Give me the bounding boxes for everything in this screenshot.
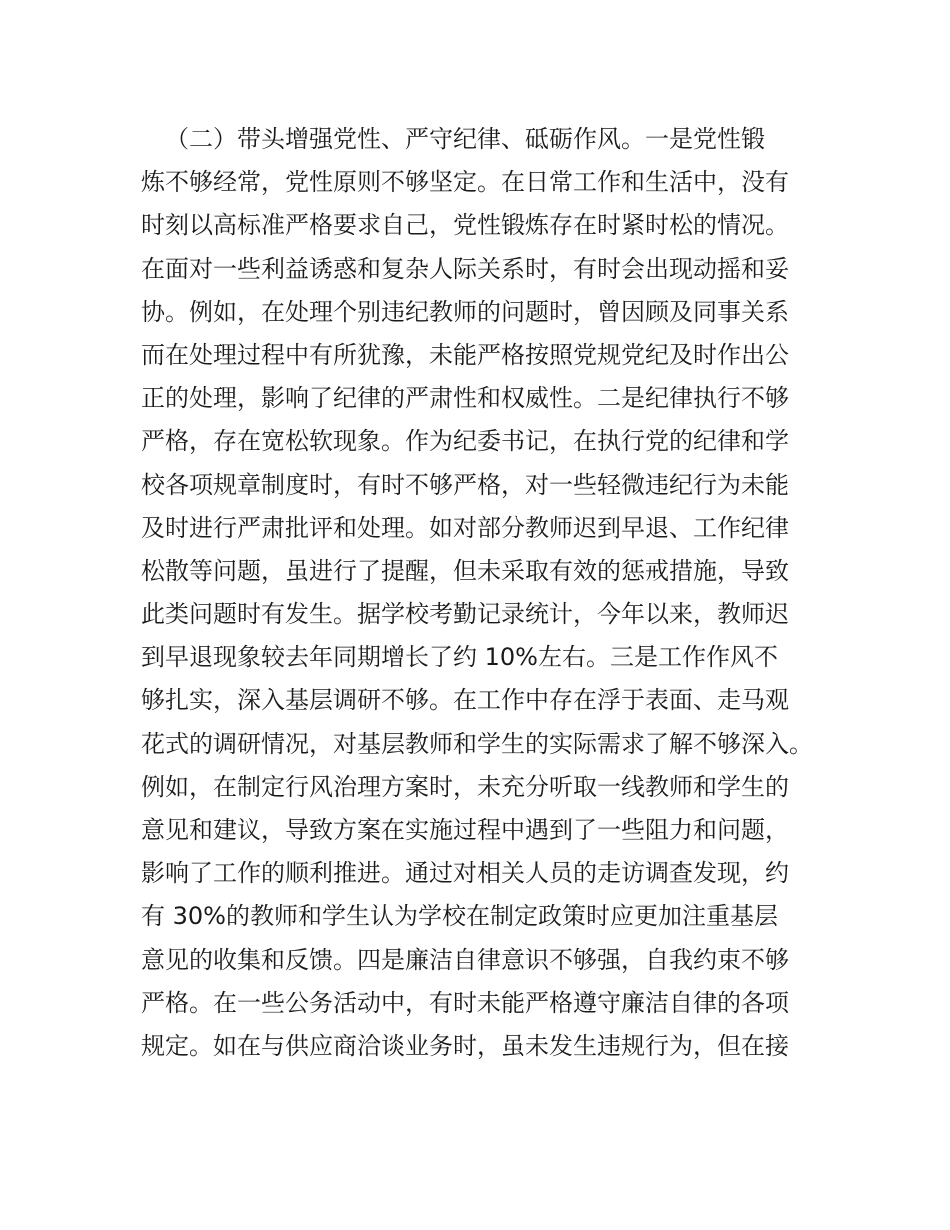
text-line: 而在处理过程中有所犹豫，未能严格按照党规党纪及时作出公 xyxy=(141,340,789,369)
text-line: 例如，在制定行风治理方案时，未充分听取一线教师和学生的 xyxy=(141,772,789,801)
text-line: 正的处理，影响了纪律的严肃性和权威性。二是纪律执行不够 xyxy=(141,384,789,413)
text-line: 时刻以高标准严格要求自己，党性锻炼存在时紧时松的情况。 xyxy=(141,211,789,240)
text-line: 严格。在一些公务活动中，有时未能严格遵守廉洁自律的各项 xyxy=(141,988,789,1017)
text-line: 及时进行严肃批评和处理。如对部分教师迟到早退、工作纪律 xyxy=(141,513,789,542)
text-line: 够扎实，深入基层调研不够。在工作中存在浮于表面、走马观 xyxy=(141,686,789,715)
text-line: 意见的收集和反馈。四是廉洁自律意识不够强，自我约束不够 xyxy=(141,945,789,974)
text-line: （二）带头增强党性、严守纪律、砥砺作风。一是党性锻 xyxy=(165,125,765,153)
text-line: 有 30%的教师和学生认为学校在制定政策时应更加注重基层 xyxy=(141,902,778,931)
body-paragraph xyxy=(141,118,831,1068)
text-line: 协。例如，在处理个别违纪教师的问题时，曾因顾及同事关系 xyxy=(141,297,789,326)
text-line: 意见和建议，导致方案在实施过程中遇到了一些阻力和问题， xyxy=(141,816,789,844)
text-line: 炼不够经常，党性原则不够坚定。在日常工作和生活中，没有 xyxy=(141,168,789,197)
text-line: 此类问题时有发生。据学校考勤记录统计，今年以来，教师迟 xyxy=(141,600,789,629)
text-line: 松散等问题，虽进行了提醒，但未采取有效的惩戒措施，导致 xyxy=(141,556,789,585)
text-line: 校各项规章制度时，有时不够严格，对一些轻微违纪行为未能 xyxy=(141,470,789,499)
text-line: 到早退现象较去年同期增长了约 10%左右。三是工作作风不 xyxy=(141,643,778,672)
text-line: 在面对一些利益诱惑和复杂人际关系时，有时会出现动摇和妥 xyxy=(141,254,789,283)
text-line: 严格，存在宽松软现象。作为纪委书记，在执行党的纪律和学 xyxy=(141,427,789,456)
text-line: 花式的调研情况，对基层教师和学生的实际需求了解不够深入。 xyxy=(141,729,813,758)
text-line: 规定。如在与供应商洽谈业务时，虽未发生违规行为，但在接 xyxy=(141,1031,789,1060)
text-line: 影响了工作的顺利推进。通过对相关人员的走访调查发现，约 xyxy=(141,859,789,888)
